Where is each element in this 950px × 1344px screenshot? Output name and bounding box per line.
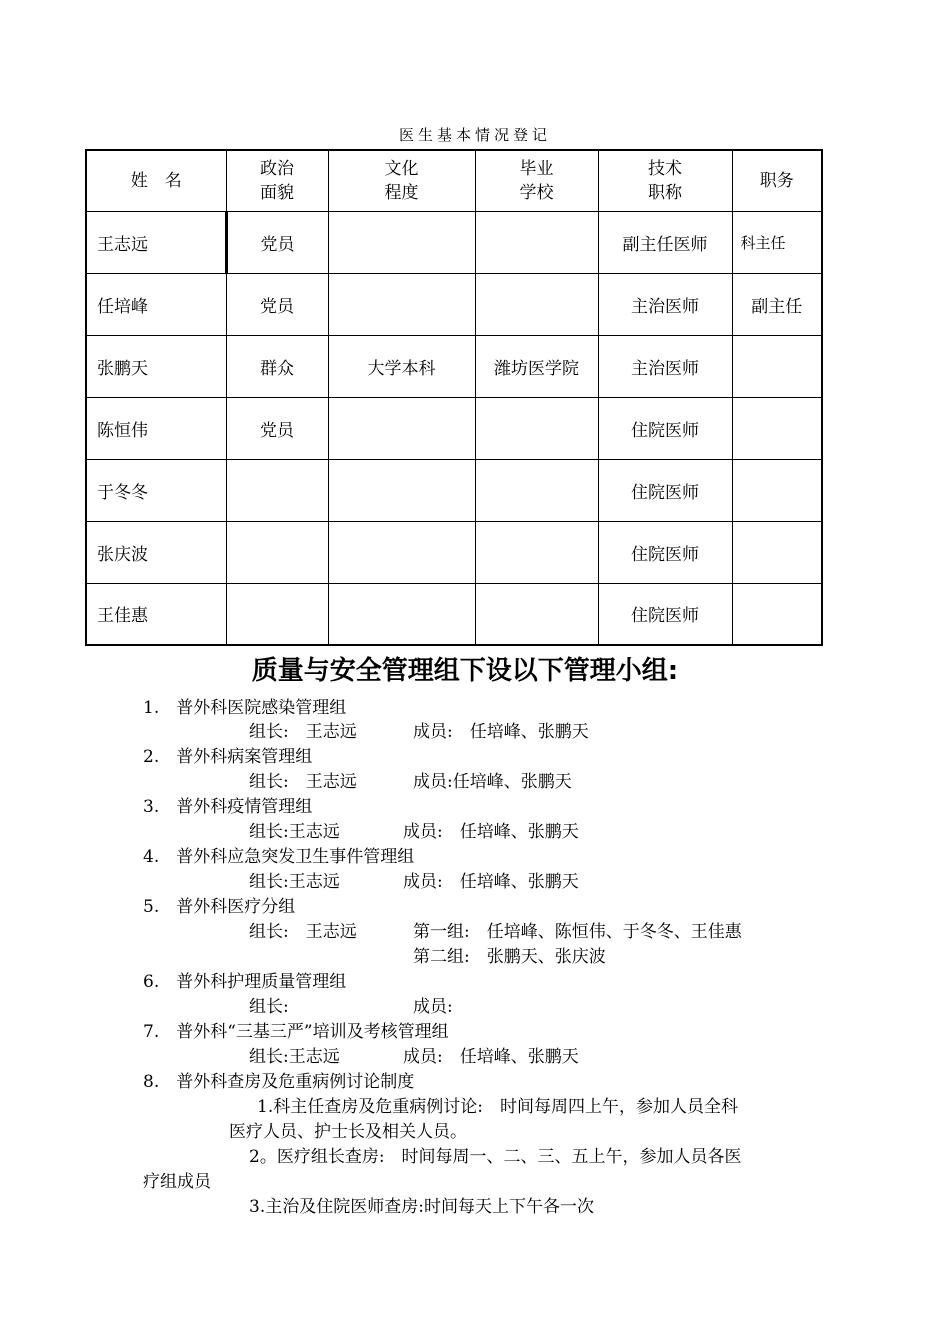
cell-name: 王志远: [86, 211, 226, 273]
header-name: [86, 150, 226, 211]
cell-education: [328, 273, 475, 335]
cell-position: [732, 459, 822, 521]
cell-position: [732, 521, 822, 583]
header-school: [475, 150, 598, 211]
group-6-title: 6. 普外科护理质量管理组: [143, 972, 347, 992]
cell-name: 任培峰: [86, 273, 226, 335]
cell-political: 党员: [226, 211, 328, 273]
group-4-members: 成员: 任培峰、张鹏天: [403, 872, 579, 892]
cell-title: 主治医师: [598, 273, 732, 335]
rounds-item-1-line-1: 1.科主任查房及危重病例讨论: 时间每周四上午，参加人员全科: [257, 1097, 738, 1117]
header-education: [328, 150, 475, 211]
cell-title: 住院医师: [598, 583, 732, 645]
cell-political: [226, 583, 328, 645]
cell-school: [475, 521, 598, 583]
header-text: 职务: [759, 170, 794, 191]
group-1-leader: 组长: 王志远: [249, 722, 357, 742]
cell-title: 副主任医师: [598, 211, 732, 273]
table-header-row: [86, 150, 822, 211]
cell-education: 大学本科: [328, 335, 475, 397]
header-text: 面貌: [260, 182, 294, 203]
group-2-title: 2. 普外科病案管理组: [143, 747, 313, 767]
group-1-title: 1. 普外科医院感染管理组: [143, 698, 347, 718]
cell-school: [475, 583, 598, 645]
cell-school: [475, 211, 598, 273]
cell-education: [328, 459, 475, 521]
cell-education: [328, 521, 475, 583]
group-2-members: 成员:任培峰、张鹏天: [413, 772, 572, 792]
group-7-leader: 组长:王志远: [249, 1047, 340, 1067]
cell-political: 群众: [226, 335, 328, 397]
cell-title: 住院医师: [598, 397, 732, 459]
group-7-title: 7. 普外科“三基三严”培训及考核管理组: [143, 1022, 449, 1042]
group-2-leader: 组长: 王志远: [249, 772, 357, 792]
table-row: [86, 583, 822, 645]
cell-school: [475, 397, 598, 459]
group-5-title: 5. 普外科医疗分组: [143, 897, 296, 917]
cell-title: 住院医师: [598, 459, 732, 521]
table-row: [86, 521, 822, 583]
group-8-title: 8. 普外科查房及危重病例讨论制度: [143, 1072, 415, 1092]
header-text: 学校: [519, 182, 554, 203]
rounds-item-2-line-2: 疗组成员: [143, 1172, 211, 1192]
cell-title: 住院医师: [598, 521, 732, 583]
cell-position: 科主任: [732, 211, 822, 273]
group-3-title: 3. 普外科疫情管理组: [143, 797, 313, 817]
header-title: [598, 150, 732, 211]
group-3-members: 成员: 任培峰、张鹏天: [403, 822, 579, 842]
cell-name: 张鹏天: [86, 335, 226, 397]
rounds-item-3: 3.主治及住院医师查房:时间每天上下午各一次: [249, 1197, 594, 1217]
table-row: [86, 335, 822, 397]
header-text: 文化: [384, 158, 419, 179]
cell-school: [475, 273, 598, 335]
cell-position: [732, 335, 822, 397]
cell-political: 党员: [226, 397, 328, 459]
rounds-item-2-line-1: 2。医疗组长查房: 时间每周一、二、三、五上午，参加人员各医: [249, 1147, 742, 1167]
cell-political: [226, 459, 328, 521]
header-text: 技术: [648, 158, 682, 179]
group-5-team-2: 第二组: 张鹏天、张庆波: [413, 947, 606, 967]
group-3-leader: 组长:王志远: [249, 822, 340, 842]
table-row: [86, 459, 822, 521]
table-row: [86, 273, 822, 335]
table-row: [86, 397, 822, 459]
group-6-members: 成员:: [413, 997, 453, 1017]
header-name-text: 姓 名: [130, 170, 182, 191]
table-caption: 医生基本情况登记: [398, 126, 551, 144]
cell-position: [732, 397, 822, 459]
cell-education: [328, 583, 475, 645]
cell-position: [732, 583, 822, 645]
rounds-item-1-line-2: 医疗人员、护士长及相关人员。: [229, 1122, 467, 1142]
doctor-registration-table: [85, 149, 823, 646]
group-5-leader: 组长: 王志远: [249, 922, 357, 942]
cell-education: [328, 397, 475, 459]
section-title: 质量与安全管理组下设以下管理小组:: [251, 656, 679, 686]
cell-school: [475, 459, 598, 521]
header-text: 程度: [384, 182, 419, 203]
group-7-members: 成员: 任培峰、张鹏天: [403, 1047, 579, 1067]
cell-name: 王佳惠: [86, 583, 226, 645]
cell-name: 陈恒伟: [86, 397, 226, 459]
cell-political: [226, 521, 328, 583]
header-position: [732, 150, 822, 211]
cell-name: 张庆波: [86, 521, 226, 583]
cell-political: 党员: [226, 273, 328, 335]
header-text: 毕业: [519, 158, 554, 179]
header-political-status: [226, 150, 328, 211]
cell-position: 副主任: [732, 273, 822, 335]
group-1-members: 成员: 任培峰、张鹏天: [413, 722, 589, 742]
group-4-leader: 组长:王志远: [249, 872, 340, 892]
header-text: 政治: [260, 158, 294, 179]
cell-title: 主治医师: [598, 335, 732, 397]
group-6-leader: 组长:: [249, 997, 289, 1017]
group-5-team-1: 第一组: 任培峰、陈恒伟、于冬冬、王佳惠: [413, 922, 742, 942]
group-4-title: 4. 普外科应急突发卫生事件管理组: [143, 847, 415, 867]
table-row: [86, 211, 822, 273]
cell-school: 潍坊医学院: [475, 335, 598, 397]
cell-name: 于冬冬: [86, 459, 226, 521]
header-text: 职称: [648, 182, 682, 203]
cell-education: [328, 211, 475, 273]
